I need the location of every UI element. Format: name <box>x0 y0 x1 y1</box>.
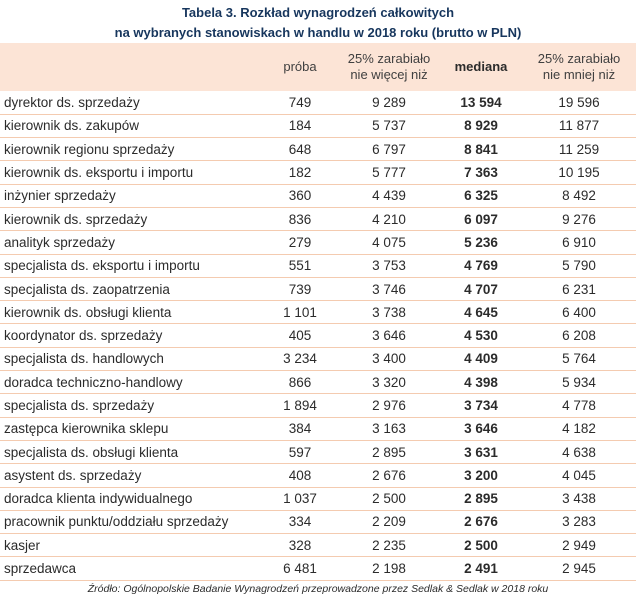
header-median: mediana <box>454 59 508 74</box>
cell-p25: 3 753 <box>372 258 406 274</box>
header-p25-line-2: nie więcej niż <box>350 67 428 82</box>
table-row <box>0 254 636 277</box>
cell-p75: 6 208 <box>562 328 596 344</box>
cell-position: specjalista ds. sprzedaży <box>4 398 155 413</box>
cell-median: 4 398 <box>464 374 498 390</box>
table-row <box>0 510 636 533</box>
cell-p75: 5 764 <box>562 351 596 367</box>
cell-sample: 866 <box>288 374 312 390</box>
cell-p25: 2 198 <box>372 561 406 577</box>
table-header <box>0 43 636 91</box>
cell-p75: 6 400 <box>562 304 596 320</box>
cell-sample: 749 <box>288 94 312 110</box>
cell-p75: 19 596 <box>558 94 600 110</box>
header-sample: próba <box>283 59 317 74</box>
table-row <box>0 394 636 417</box>
cell-p25: 2 209 <box>372 514 406 530</box>
cell-median: 4 530 <box>464 328 498 344</box>
cell-sample: 3 234 <box>283 351 317 367</box>
table-row <box>0 487 636 510</box>
cell-sample: 328 <box>288 537 312 553</box>
cell-median: 7 363 <box>464 165 498 181</box>
cell-sample: 405 <box>288 328 312 344</box>
table-title-line-1: Tabela 3. Rozkład wynagrodzeń całkowitych <box>181 5 455 20</box>
header-row <box>0 43 636 91</box>
header-p25 <box>338 43 440 91</box>
cell-median: 2 491 <box>464 561 498 577</box>
header-p75-line-1: 25% zarabiało <box>537 51 621 66</box>
header-p25-line-1: 25% zarabiało <box>347 51 431 66</box>
salary-table <box>0 43 636 581</box>
cell-position: kierownik ds. eksportu i importu <box>4 165 194 181</box>
cell-sample: 408 <box>288 467 312 483</box>
cell-median: 3 734 <box>464 398 498 413</box>
cell-p75: 9 276 <box>562 211 596 227</box>
cell-position: dyrektor ds. sprzedaży <box>4 94 140 110</box>
cell-p25: 2 976 <box>372 398 406 413</box>
cell-p25: 4 075 <box>372 234 406 250</box>
cell-median: 4 707 <box>464 281 498 297</box>
table-row <box>0 534 636 557</box>
cell-p25: 3 646 <box>372 328 406 344</box>
cell-p25: 9 289 <box>372 94 406 110</box>
cell-p75: 4 182 <box>562 421 596 437</box>
cell-p75: 3 438 <box>562 491 596 507</box>
cell-position: asystent ds. sprzedaży <box>4 467 142 483</box>
table-row <box>0 324 636 347</box>
cell-p75: 6 910 <box>562 234 596 250</box>
cell-median: 8 929 <box>464 118 498 134</box>
table-row <box>0 161 636 184</box>
cell-sample: 1 101 <box>283 304 317 320</box>
cell-sample: 279 <box>288 234 312 250</box>
cell-sample: 334 <box>288 514 312 530</box>
cell-p75: 2 949 <box>562 537 596 553</box>
table-row <box>0 347 636 370</box>
cell-p25: 5 737 <box>372 118 406 134</box>
cell-p25: 4 439 <box>372 188 406 204</box>
cell-position: kierownik regionu sprzedaży <box>4 141 175 157</box>
cell-sample: 182 <box>288 165 312 181</box>
cell-p25: 2 676 <box>372 467 406 483</box>
cell-sample: 836 <box>288 211 312 227</box>
table-row <box>0 557 636 580</box>
cell-position: doradca klienta indywidualnego <box>4 491 193 507</box>
cell-position: pracownik punktu/oddziału sprzedaży <box>4 514 229 530</box>
cell-position: kierownik ds. sprzedaży <box>4 211 148 227</box>
cell-p75: 5 934 <box>562 374 596 390</box>
cell-p25: 4 210 <box>372 211 406 227</box>
cell-median: 4 645 <box>464 304 498 320</box>
cell-position: zastępca kierownika sklepu <box>4 421 169 437</box>
cell-median: 8 841 <box>464 141 498 157</box>
cell-position: koordynator ds. sprzedaży <box>4 328 163 344</box>
table-row <box>0 301 636 324</box>
cell-sample: 1 037 <box>283 491 317 507</box>
header-p75-line-2: nie mniej niż <box>542 67 616 82</box>
cell-p25: 6 797 <box>372 141 406 157</box>
cell-p25: 3 163 <box>372 421 406 437</box>
table-row <box>0 114 636 137</box>
cell-position: kasjer <box>4 537 41 553</box>
cell-sample: 6 481 <box>283 561 317 577</box>
cell-position: analityk sprzedaży <box>4 234 116 250</box>
cell-p75: 2 945 <box>562 561 596 577</box>
cell-p75: 6 231 <box>562 281 596 297</box>
cell-p75: 11 877 <box>558 118 600 134</box>
cell-median: 13 594 <box>460 94 502 110</box>
cell-position: kierownik ds. obsługi klienta <box>4 304 172 320</box>
cell-position: specjalista ds. obsługi klienta <box>4 444 179 460</box>
cell-sample: 360 <box>288 188 312 204</box>
cell-median: 2 500 <box>464 537 498 553</box>
cell-median: 3 631 <box>464 444 498 460</box>
table-row <box>0 464 636 487</box>
cell-p75: 3 283 <box>562 514 596 530</box>
cell-p75: 10 195 <box>558 165 600 181</box>
cell-median: 4 409 <box>464 351 498 367</box>
cell-median: 3 646 <box>464 421 498 437</box>
table-row <box>0 417 636 440</box>
cell-position: specjalista ds. handlowych <box>4 351 164 367</box>
cell-p25: 3 400 <box>372 351 406 367</box>
table-row <box>0 138 636 161</box>
cell-p25: 3 320 <box>372 374 406 390</box>
cell-sample: 739 <box>288 281 312 297</box>
cell-sample: 1 894 <box>283 398 317 413</box>
cell-sample: 597 <box>288 444 312 460</box>
cell-p75: 5 790 <box>562 258 596 274</box>
cell-p75: 4 638 <box>562 444 596 460</box>
cell-position: kierownik ds. zakupów <box>4 118 140 134</box>
cell-median: 6 325 <box>464 188 498 204</box>
cell-position: inżynier sprzedaży <box>4 188 116 204</box>
table-row <box>0 207 636 230</box>
cell-p25: 2 895 <box>372 444 406 460</box>
cell-p25: 5 777 <box>372 165 406 181</box>
cell-median: 6 097 <box>464 211 498 227</box>
table-row <box>0 277 636 300</box>
table-row <box>0 440 636 463</box>
cell-sample: 551 <box>288 258 312 274</box>
table-title <box>0 0 636 43</box>
cell-p25: 3 746 <box>372 281 406 297</box>
cell-median: 4 769 <box>464 258 498 274</box>
cell-sample: 184 <box>288 118 312 134</box>
cell-position: doradca techniczno-handlowy <box>4 374 183 390</box>
table-row <box>0 91 636 114</box>
header-position <box>0 43 262 91</box>
cell-p75: 4 778 <box>562 398 596 413</box>
cell-p75: 11 259 <box>558 141 600 157</box>
cell-median: 2 676 <box>464 514 498 530</box>
cell-position: specjalista ds. eksportu i importu <box>4 258 200 274</box>
cell-sample: 384 <box>288 421 312 437</box>
cell-median: 5 236 <box>464 234 498 250</box>
cell-p25: 3 738 <box>372 304 406 320</box>
table-row <box>0 231 636 254</box>
cell-p25: 2 500 <box>372 491 406 507</box>
table-title-line-2: na wybranych stanowiskach w handlu w 2018 roku (brutto w PLN) <box>114 25 522 40</box>
table-row <box>0 371 636 394</box>
cell-p25: 2 235 <box>372 537 406 553</box>
cell-p75: 4 045 <box>562 467 596 483</box>
cell-position: sprzedawca <box>4 561 77 577</box>
cell-p75: 8 492 <box>562 188 596 204</box>
table-row <box>0 184 636 207</box>
source-note: Źródło: Ogólnopolskie Badanie Wynagrodzeń przeprowadzone przez Sedlak & Sedlak w 2018 roku <box>87 582 549 595</box>
cell-position: specjalista ds. zaopatrzenia <box>4 281 170 297</box>
cell-median: 2 895 <box>464 491 498 507</box>
header-p75 <box>522 43 636 91</box>
table-body <box>0 91 636 580</box>
cell-sample: 648 <box>288 141 312 157</box>
cell-median: 3 200 <box>464 467 498 483</box>
